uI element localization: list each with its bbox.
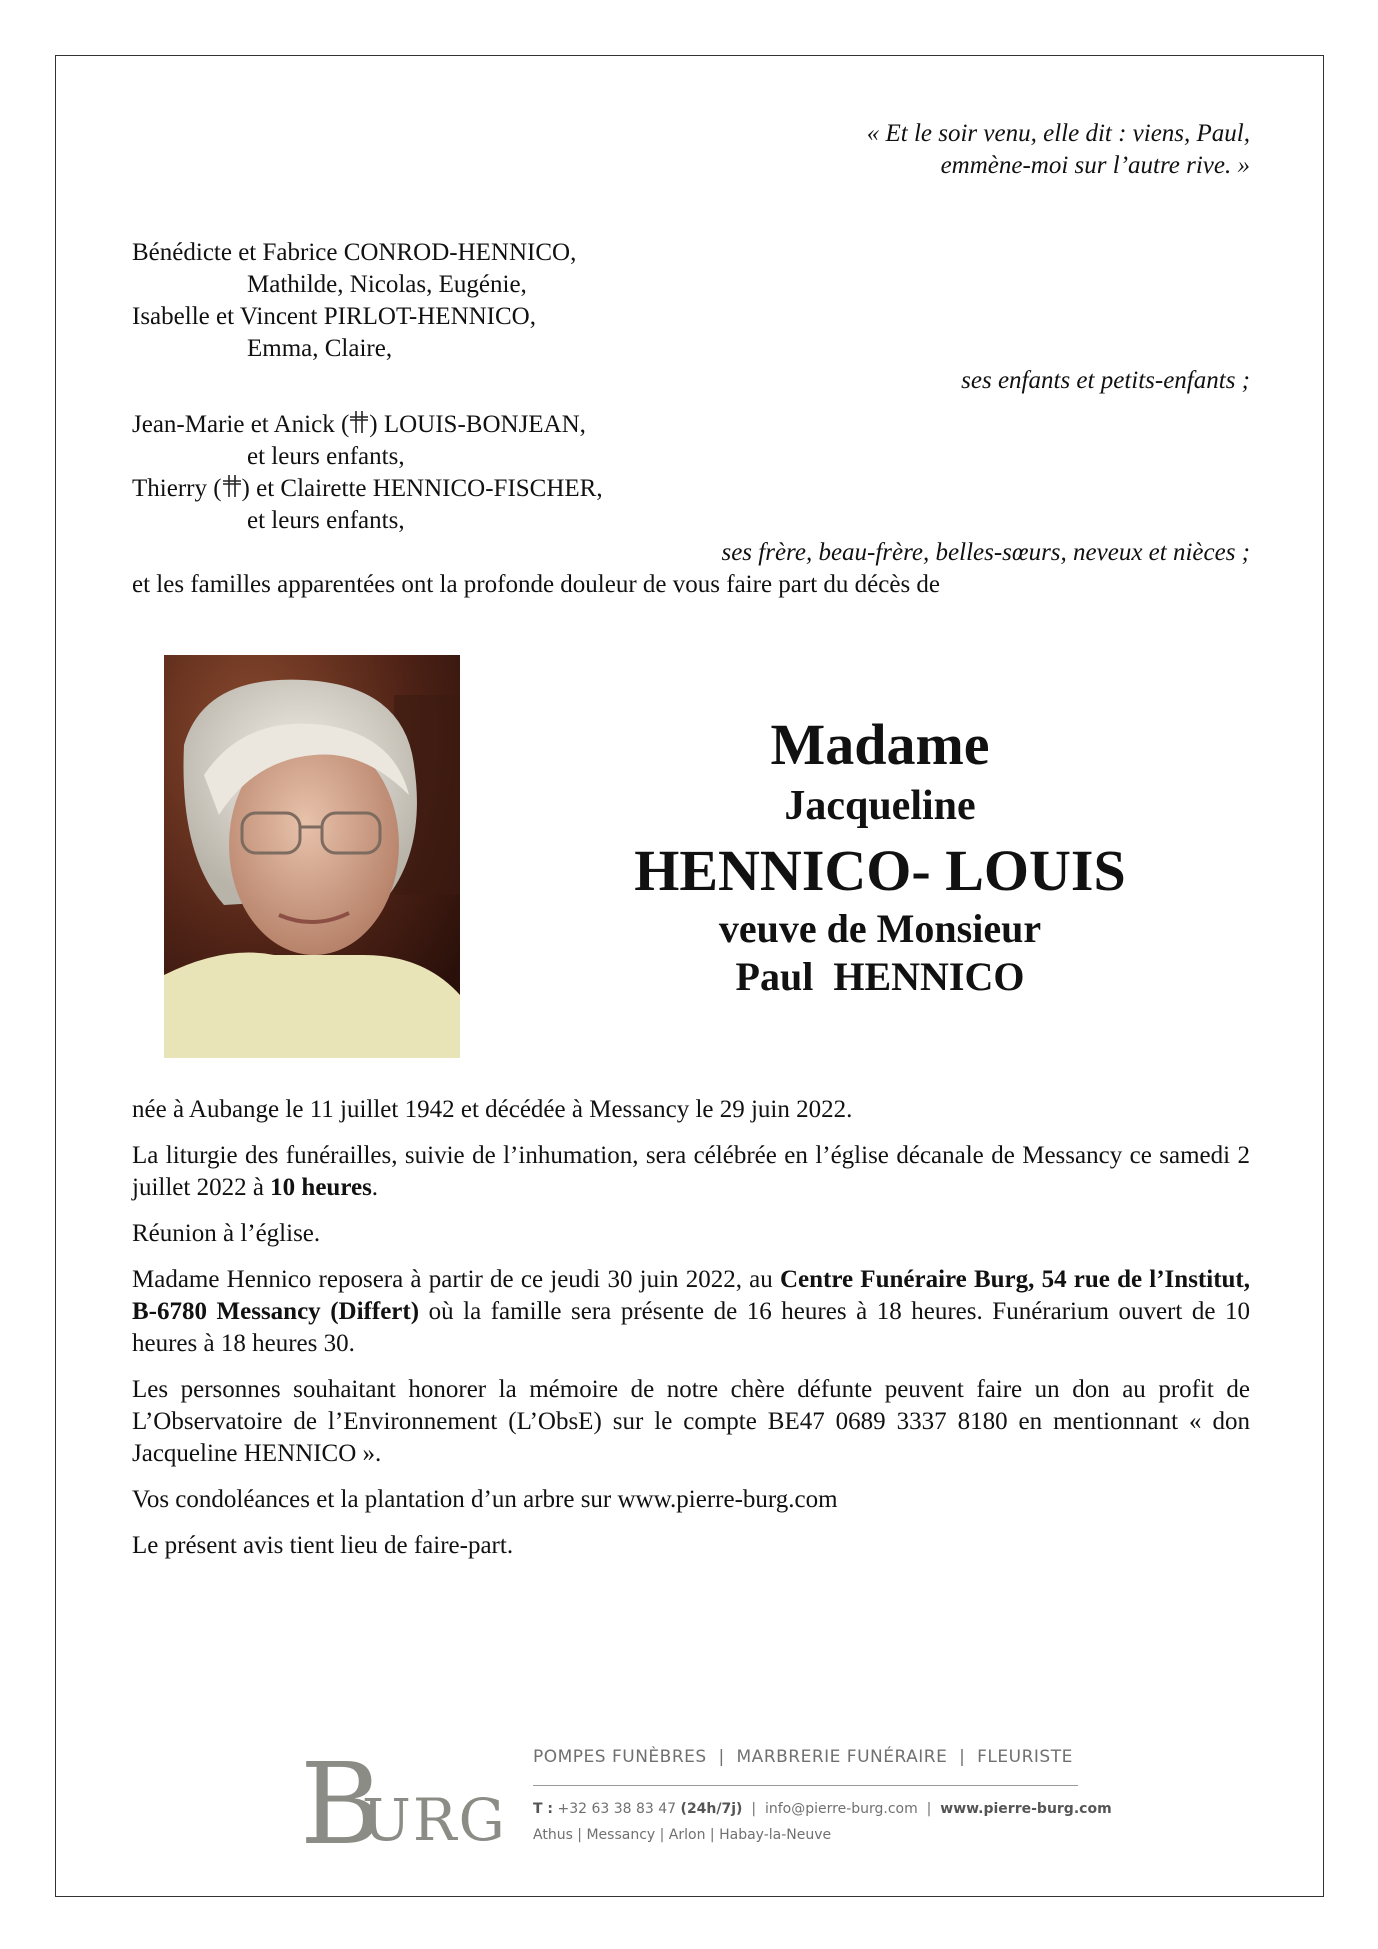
logo-letters-urg: URG <box>362 1786 507 1854</box>
portrait-photo <box>164 655 460 1058</box>
email: | info@pierre-burg.com | <box>742 1801 941 1817</box>
quote-line-1: « Et le soir venu, elle dit : viens, Paul, <box>866 120 1250 147</box>
quote-line-2: emmène-moi sur l’autre rive. » <box>940 152 1250 179</box>
family-line: et leurs enfants, <box>247 507 405 534</box>
family-line: Emma, Claire, <box>247 335 393 362</box>
footer-divider <box>533 1785 1078 1786</box>
cross-icon <box>222 473 242 499</box>
siblings-role: ses frère, beau-frère, belles-sœurs, neveux et nièces ; <box>721 539 1250 566</box>
cross-icon <box>349 409 369 435</box>
logo-letter-b: B <box>300 1740 383 1870</box>
family-text: Jean-Marie et Anick ( <box>132 411 350 438</box>
phone-hours: (24h/7j) <box>680 1801 743 1817</box>
family-line: et leurs enfants, <box>247 443 405 470</box>
rest-text-end: où la famille sera présente de 16 heures à 18 heures. Funérarium ouvert de 10 heures à 18 heures 30. <box>132 1298 1250 1357</box>
family-text: Thierry ( <box>132 475 222 502</box>
family-line <box>132 409 1250 441</box>
deceased-first-name: Jacqueline <box>784 783 976 829</box>
phone-number: +32 63 38 83 47 <box>553 1801 681 1817</box>
announcement-line: et les familles apparentées ont la profonde douleur de vous faire part du décès de <box>132 571 941 598</box>
family-text: ) LOUIS-BONJEAN, <box>369 411 586 438</box>
donation-paragraph: Les personnes souhaitant honorer la mémoire de notre chère défunte peuvent faire un don au profit de L’Observatoire de l’Environnement (L’ObsE) sur le compte BE47 0689 3337 8180 en mentionnant « don Jacqueline HENNICO ». <box>132 1376 1250 1467</box>
burg-logo <box>300 1740 507 1870</box>
footer-towns: Athus | Messancy | Arlon | Habay-la-Neuve <box>533 1827 832 1843</box>
children-role: ses enfants et petits-enfants ; <box>961 367 1250 394</box>
spouse-name: Paul HENNICO <box>735 954 1025 999</box>
footer-contact <box>533 1801 1112 1817</box>
meeting-line: Réunion à l’église. <box>132 1220 321 1247</box>
liturgy-paragraph <box>132 1140 1250 1204</box>
funeral-center-address: Centre Funéraire Burg, 54 rue de l’Institut, B-6780 Messancy (Differt) <box>132 1266 1250 1325</box>
family-section <box>132 237 1250 601</box>
deceased-last-name: HENNICO- LOUIS <box>634 838 1126 903</box>
birth-death-line: née à Aubange le 11 juillet 1942 et décédée à Messancy le 29 juin 2022. <box>132 1096 853 1123</box>
phone-label: T : <box>533 1801 554 1817</box>
notice-line: Le présent avis tient lieu de faire-part. <box>132 1532 514 1559</box>
liturgy-end: . <box>371 1174 379 1201</box>
details-section <box>132 1094 1250 1576</box>
family-text: ) et Clairette HENNICO-FISCHER, <box>241 475 603 502</box>
condolences-line: Vos condoléances et la plantation d’un arbre sur www.pierre-burg.com <box>132 1486 838 1513</box>
widow-of: veuve de Monsieur <box>718 906 1042 951</box>
rest-paragraph <box>132 1264 1250 1360</box>
family-line <box>132 473 1250 505</box>
deceased-title: Madame <box>770 712 990 777</box>
epigraph-quote <box>867 118 1250 182</box>
liturgy-text: La liturgie des funérailles, suivie de l’inhumation, sera célébrée en l’église décanale de Messancy ce samedi 2 juillet 2022 à <box>132 1142 1250 1201</box>
footer-services: POMPES FUNÈBRES | MARBRERIE FUNÉRAIRE | FLEURISTE <box>533 1747 1073 1767</box>
family-line: Bénédicte et Fabrice CONROD-HENNICO, <box>132 239 577 266</box>
liturgy-time: 10 heures <box>270 1174 372 1201</box>
footer <box>300 1735 1112 1870</box>
deceased-name-block <box>540 710 1220 1002</box>
portrait-illustration <box>164 655 460 1058</box>
family-line: Mathilde, Nicolas, Eugénie, <box>247 271 527 298</box>
website-link[interactable]: www.pierre-burg.com <box>940 1801 1112 1817</box>
rest-text: Madame Hennico reposera à partir de ce jeudi 30 juin 2022, au <box>132 1266 780 1293</box>
family-line: Isabelle et Vincent PIRLOT-HENNICO, <box>132 303 536 330</box>
